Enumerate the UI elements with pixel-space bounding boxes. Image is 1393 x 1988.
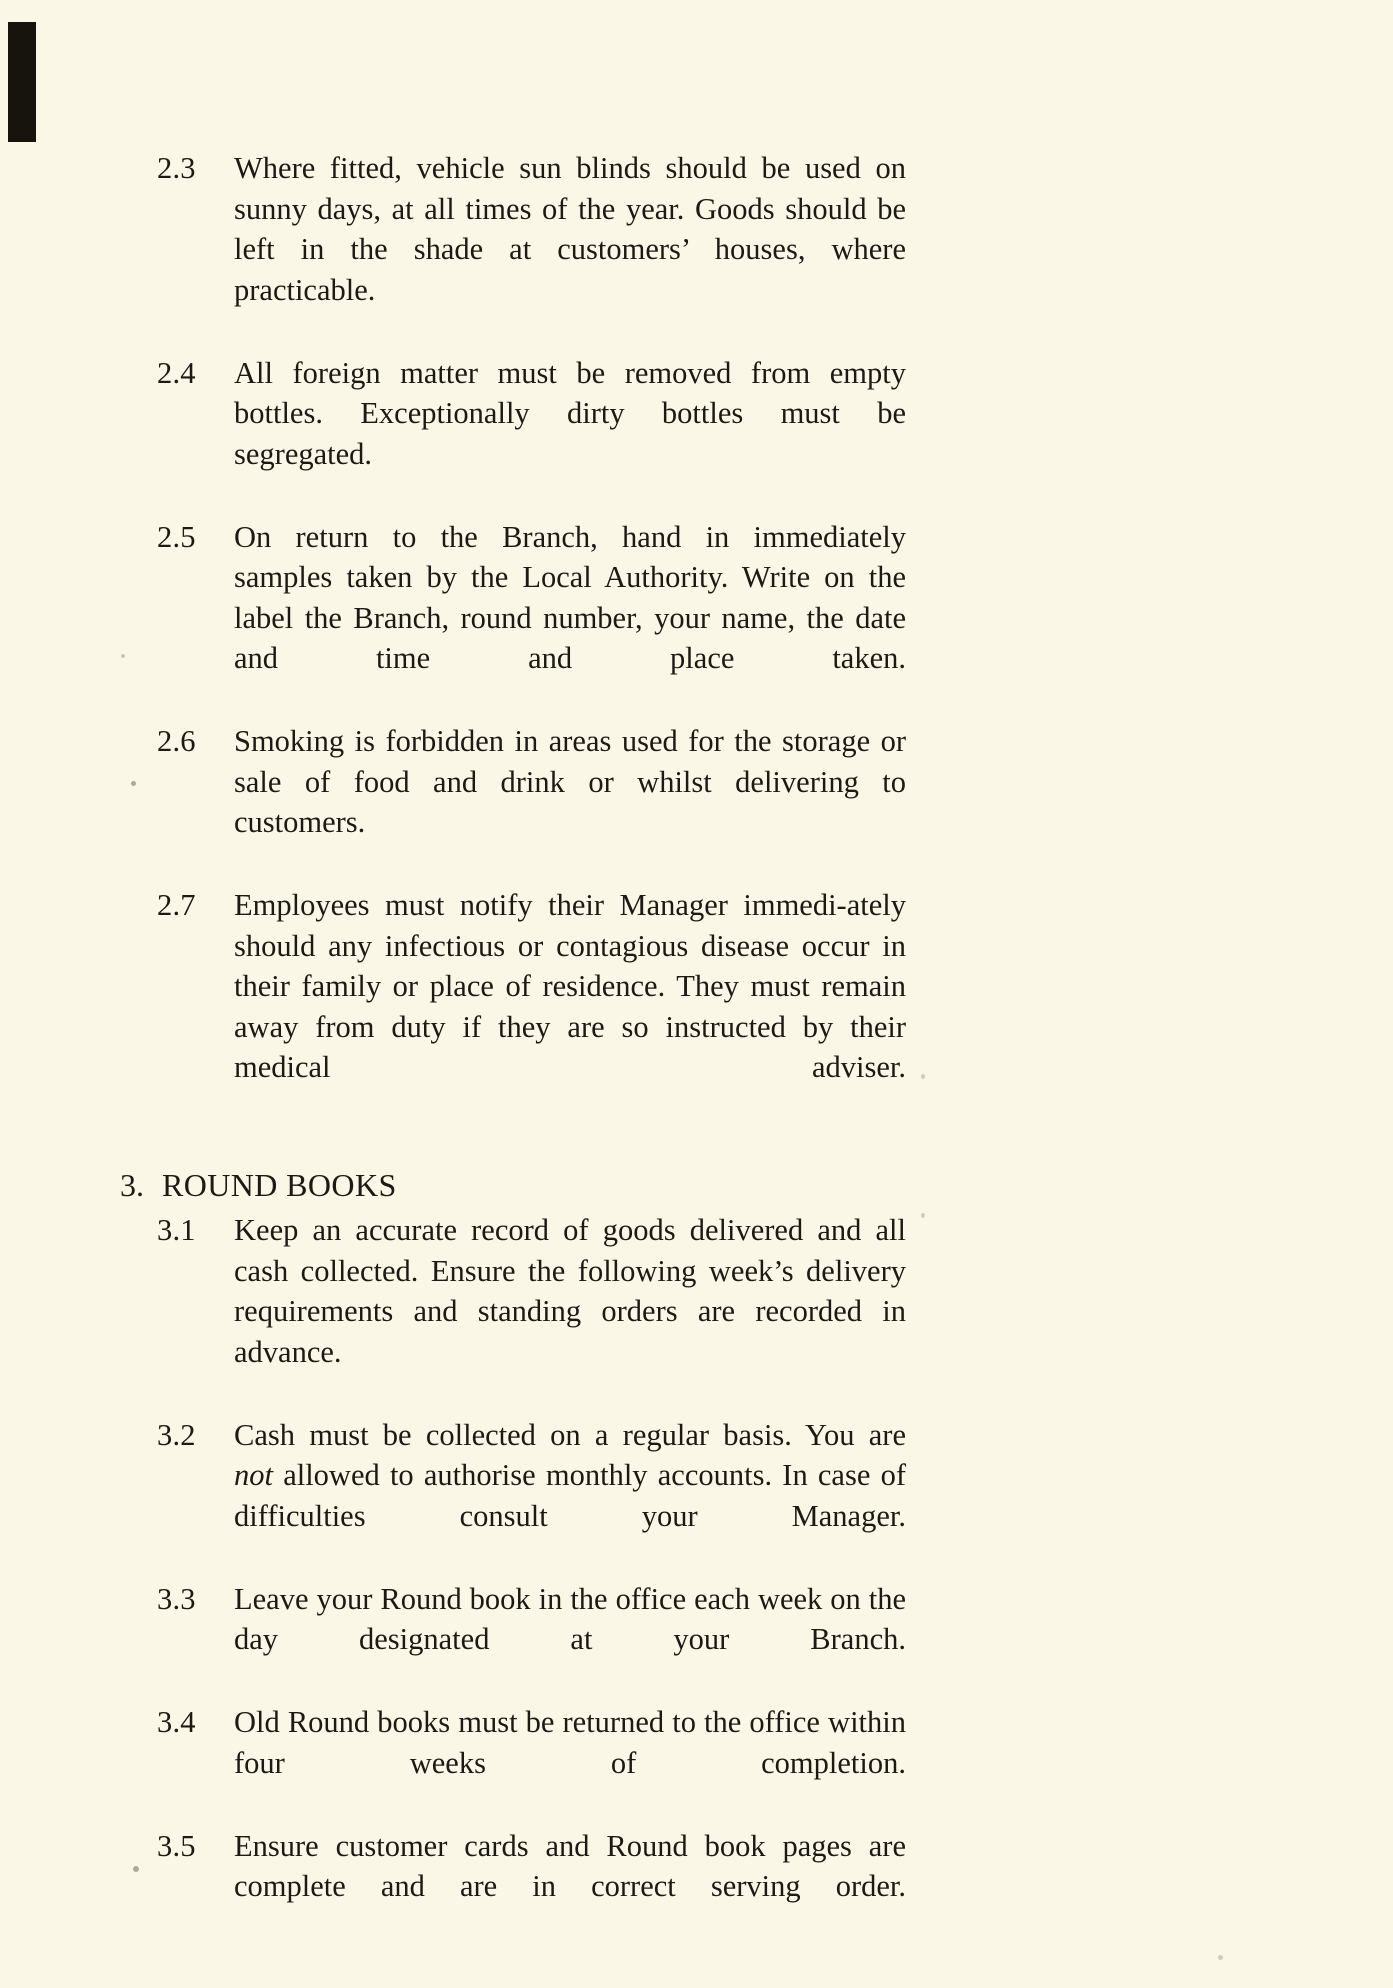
clause-number: 3.5 [157, 1828, 196, 1863]
clause-number: 3.1 [157, 1213, 196, 1247]
clause-text: Ensure customer cards and Round book pages are complete and are in correct serving order. [234, 1828, 906, 1903]
clause-2-7 [150, 885, 906, 1128]
clause-2-6 [150, 721, 906, 883]
clause-number: 3.4 [157, 1705, 196, 1739]
section-number: 3. [120, 1167, 144, 1203]
clause-number: 3.2 [157, 1417, 196, 1452]
section-heading-round-books [120, 1164, 906, 1206]
clause-text-part-after-emphasis: allowed to authorise monthly accounts. In case of difficulties consult your Manager. [234, 1458, 906, 1533]
print-speck [133, 1866, 139, 1872]
print-speck [921, 1213, 925, 1218]
clause-text: On return to the Branch, hand in immediately samples taken by the Local Authority. Write on the label the Branch, round number, your name, the date and time and place taken. [234, 519, 906, 675]
print-speck [921, 1074, 925, 1079]
print-speck [131, 781, 136, 786]
clause-text: All foreign matter must be removed from empty bottles. Exceptionally dirty bottles must be segregated. [234, 355, 906, 471]
clause-number: 3.3 [157, 1581, 196, 1616]
clause-number: 2.7 [157, 888, 196, 922]
clause-3-3 [150, 1579, 906, 1701]
print-speck [1218, 1955, 1223, 1960]
emphasised-word: not [234, 1458, 273, 1492]
clause-text: Employees must notify their Manager immedi-ately should any infectious or contagious disease occur in their family or place of residence. They must remain away from duty if they are so instructed by their medical adviser. [234, 888, 906, 1084]
clause-2-5 [150, 517, 906, 720]
clause-3-2 [150, 1415, 906, 1577]
clause-text: Leave your Round book in the office each week on the day designated at your Branch. [234, 1581, 906, 1656]
clause-number: 2.6 [157, 724, 196, 758]
scan-edge-artifact [8, 22, 36, 142]
clause-3-4 [150, 1702, 906, 1824]
section-title: ROUND BOOKS [162, 1167, 397, 1203]
clause-text-part-before-emphasis: Cash must be collected on a regular basis. You are [234, 1417, 906, 1452]
clause-text: Where fitted, vehicle sun blinds should be used on sunny days, at all times of the year. Goods should be left in the shade at customers’ houses, where practicable. [234, 151, 906, 307]
print-speck [121, 654, 125, 658]
clause-3-1 [150, 1210, 906, 1413]
clause-2-3 [150, 148, 906, 351]
clause-text: Old Round books must be returned to the office within four weeks of completion. [234, 1705, 906, 1780]
clause-number: 2.4 [157, 355, 196, 390]
clause-text: Keep an accurate record of goods delivered and all cash collected. Ensure the following week’s delivery requirements and standing orders are recorded in advance. [234, 1213, 906, 1369]
clause-number: 2.5 [157, 519, 196, 554]
clause-number: 2.3 [157, 151, 196, 185]
clause-text: Smoking is forbidden in areas used for the storage or sale of food and drink or whilst delivering to customers. [234, 724, 906, 839]
page-content [120, 148, 906, 1949]
clause-2-4 [150, 353, 906, 515]
clause-text [234, 1415, 906, 1577]
clause-3-5 [150, 1826, 906, 1948]
